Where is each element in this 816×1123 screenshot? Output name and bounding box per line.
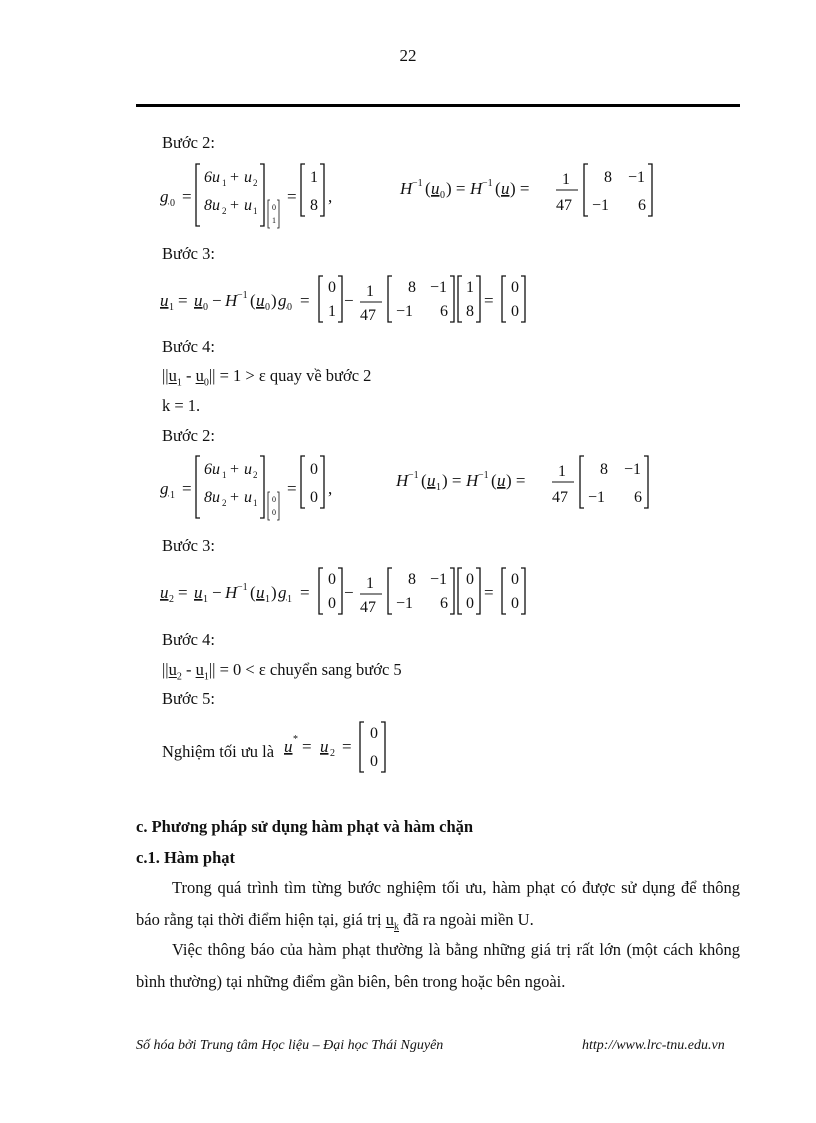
step-label: Bước 3: [162, 536, 215, 555]
check-text: || = 1 > ε quay về bước 2 [208, 366, 372, 385]
svg-text:1: 1 [562, 171, 570, 188]
svg-text:H: H [225, 291, 238, 310]
svg-text:,: , [328, 187, 333, 206]
svg-text:6u: 6u [204, 461, 220, 478]
svg-text:8: 8 [604, 169, 612, 186]
svg-text:2: 2 [222, 206, 227, 216]
equation-g1 [160, 452, 660, 524]
svg-text:8: 8 [466, 303, 474, 320]
svg-text:−1: −1 [592, 197, 610, 214]
svg-text:−1: −1 [237, 582, 248, 593]
footer-link[interactable]: http://www.lrc-tnu.edu.vn [582, 1038, 725, 1053]
svg-text:6: 6 [638, 197, 646, 214]
svg-text:1: 1 [169, 302, 174, 313]
svg-text:0: 0 [328, 571, 336, 588]
svg-text:u: u [160, 583, 169, 602]
step-label: Bước 4: [162, 337, 215, 356]
svg-text:) =: ) = [442, 471, 462, 490]
svg-text:): ) [271, 583, 277, 602]
svg-text:1: 1 [366, 283, 374, 300]
svg-text:−1: −1 [430, 571, 448, 588]
svg-text:u: u [497, 471, 506, 490]
svg-text:u: u [244, 489, 252, 506]
step-label: Bước 3: [162, 244, 215, 263]
page-number: 22 [399, 46, 417, 65]
convergence-check-1: $||u_1 - u_0|| = 1 > \varepsilon$ quay về bước 2 [162, 366, 372, 389]
svg-text:47: 47 [556, 197, 572, 214]
svg-text:8u: 8u [204, 489, 220, 506]
svg-text:=: = [287, 187, 297, 206]
paragraph-2-text: Việc thông báo của hàm phạt thường là bằng những giá trị rất lớn (một cách không bình thường) tại những điểm gần biên, bên trong hoặc bên ngoài. [136, 940, 740, 991]
svg-text:u: u [501, 179, 510, 198]
svg-text:H: H [470, 179, 483, 198]
svg-text:=: = [300, 583, 310, 602]
svg-text:−1: −1 [396, 595, 414, 612]
svg-text:H: H [225, 583, 238, 602]
svg-text:47: 47 [552, 489, 568, 506]
svg-text:1: 1 [366, 575, 374, 592]
svg-text:=: = [302, 737, 312, 756]
svg-text:) =: ) = [510, 179, 530, 198]
svg-text:6: 6 [440, 303, 448, 320]
svg-text:47: 47 [360, 307, 376, 324]
svg-text:−1: −1 [430, 279, 448, 296]
svg-text:47: 47 [360, 599, 376, 616]
svg-text:−1: −1 [396, 303, 414, 320]
svg-text:0: 0 [370, 725, 378, 742]
equation-g0 [160, 160, 660, 232]
svg-text:1: 1 [466, 279, 474, 296]
svg-text:u: u [194, 583, 203, 602]
svg-text:2: 2 [253, 178, 258, 188]
svg-text:6: 6 [634, 489, 642, 506]
svg-text:H: H [400, 179, 413, 198]
svg-text:=: = [484, 291, 494, 310]
svg-text:1: 1 [328, 303, 336, 320]
svg-text:−1: −1 [237, 290, 248, 301]
svg-text:−1: −1 [628, 169, 646, 186]
check-text: || = 0 < ε chuyển sang bước 5 [208, 660, 402, 679]
svg-text:=: = [178, 291, 188, 310]
svg-text:1: 1 [287, 594, 292, 605]
svg-text:u: u [160, 291, 169, 310]
paragraph-1-end: đã ra ngoài miền U. [399, 910, 534, 929]
svg-text:+: + [230, 169, 240, 186]
svg-text:−1: −1 [478, 470, 489, 481]
svg-text:8: 8 [408, 279, 416, 296]
svg-text:0: 0 [370, 753, 378, 770]
svg-text:1: 1 [310, 169, 318, 186]
footer-source: Số hóa bởi Trung tâm Học liệu – Đại học Thái Nguyên [136, 1038, 444, 1053]
svg-text:g: g [278, 583, 287, 602]
svg-text:+: + [230, 489, 240, 506]
svg-text:6u: 6u [204, 169, 220, 186]
svg-text:0: 0 [272, 495, 276, 504]
svg-text:*: * [293, 734, 298, 745]
paragraph-1: Trong quá trình tìm từng bước nghiệm tối ưu, hàm phạt có được sử dụng để thông báo rằng tại thời điểm hiện tại, giá trị $u_k$ đã ra ngoài miền U. [136, 878, 740, 933]
svg-text:0: 0 [466, 595, 474, 612]
svg-text:u: u [431, 179, 440, 198]
svg-text:0: 0 [511, 595, 519, 612]
svg-text:H: H [396, 471, 409, 490]
svg-text:u: u [244, 169, 252, 186]
svg-text:=: = [178, 583, 188, 602]
step-label: Bước 5: [162, 689, 215, 708]
svg-text:0: 0 [310, 461, 318, 478]
svg-text:u: u [320, 737, 329, 756]
svg-text:(: ( [425, 179, 431, 198]
svg-text:−: − [344, 291, 354, 310]
svg-text:0: 0 [272, 203, 276, 212]
svg-text:0: 0 [265, 302, 270, 313]
svg-text:=: = [287, 479, 297, 498]
svg-text:−1: −1 [412, 178, 423, 189]
svg-text:=: = [182, 479, 192, 498]
svg-text:(: ( [250, 291, 256, 310]
svg-text:(: ( [250, 583, 256, 602]
svg-text:1: 1 [253, 498, 258, 508]
optimum-prefix: Nghiệm tối ưu là [162, 742, 275, 761]
section-heading: c. Phương pháp sử dụng hàm phạt và hàm chặn [136, 817, 474, 836]
svg-text:−1: −1 [588, 489, 606, 506]
svg-text:−1: −1 [482, 178, 493, 189]
svg-text:−: − [344, 583, 354, 602]
equation-u2 [160, 564, 560, 620]
svg-text:2: 2 [253, 470, 258, 480]
svg-text:) =: ) = [446, 179, 466, 198]
optimum-label [162, 742, 274, 762]
svg-text:0: 0 [466, 571, 474, 588]
svg-text:+: + [230, 197, 240, 214]
svg-text:0: 0 [328, 279, 336, 296]
svg-text:0: 0 [511, 571, 519, 588]
svg-text:0: 0 [310, 489, 318, 506]
svg-text:−1: −1 [408, 470, 419, 481]
svg-text:8: 8 [408, 571, 416, 588]
iteration-counter: k = 1. [162, 396, 201, 415]
svg-text:1: 1 [222, 178, 227, 188]
svg-text:8: 8 [310, 197, 318, 214]
svg-text:g: g [160, 479, 169, 498]
svg-text:,: , [328, 479, 333, 498]
svg-text:u: u [256, 583, 265, 602]
svg-text:=: = [484, 583, 494, 602]
svg-text:−1: −1 [624, 461, 642, 478]
svg-text:): ) [271, 291, 277, 310]
svg-text:6: 6 [440, 595, 448, 612]
svg-text:0: 0 [511, 279, 519, 296]
svg-text:1: 1 [253, 206, 258, 216]
step-label: Bước 4: [162, 630, 215, 649]
svg-text:u: u [284, 737, 293, 756]
svg-text:2: 2 [330, 748, 335, 759]
svg-text:1: 1 [558, 463, 566, 480]
svg-text:g: g [160, 187, 169, 206]
svg-text:1: 1 [436, 482, 441, 493]
svg-text:u: u [427, 471, 436, 490]
svg-text:u: u [194, 291, 203, 310]
svg-text:0: 0 [203, 302, 208, 313]
equation-u1 [160, 272, 560, 328]
svg-text:=: = [182, 187, 192, 206]
header-divider [136, 104, 740, 107]
svg-text:1: 1 [170, 490, 175, 501]
svg-text:+: + [230, 461, 240, 478]
svg-text:(: ( [421, 471, 427, 490]
convergence-check-2: $||u_2 - u_1|| = 0 < \varepsilon$ chuyển sang bước 5 [162, 660, 402, 683]
svg-text:2: 2 [169, 594, 174, 605]
svg-text:0: 0 [170, 198, 175, 209]
svg-text:1: 1 [272, 216, 276, 225]
equation-optimum [284, 718, 404, 776]
svg-text:1: 1 [265, 594, 270, 605]
svg-text:=: = [342, 737, 352, 756]
paragraph-2 [136, 934, 740, 998]
svg-text:=: = [300, 291, 310, 310]
svg-text:8u: 8u [204, 197, 220, 214]
svg-text:(: ( [491, 471, 497, 490]
step-label: Bước 2: [162, 426, 215, 445]
svg-text:g: g [278, 291, 287, 310]
svg-text:−: − [212, 291, 222, 310]
svg-text:0: 0 [287, 302, 292, 313]
svg-text:−: − [212, 583, 222, 602]
subsection-heading: c.1. Hàm phạt [136, 848, 235, 867]
svg-text:u: u [244, 197, 252, 214]
svg-text:(: ( [495, 179, 501, 198]
svg-text:8: 8 [600, 461, 608, 478]
svg-text:0: 0 [511, 303, 519, 320]
svg-text:u: u [256, 291, 265, 310]
svg-text:0: 0 [328, 595, 336, 612]
step-label: Bước 2: [162, 133, 215, 152]
svg-text:1: 1 [203, 594, 208, 605]
svg-text:H: H [466, 471, 479, 490]
svg-text:u: u [244, 461, 252, 478]
paragraph-1-text: Trong quá trình tìm từng bước nghiệm tối ưu, hàm phạt có được sử dụng để thông báo rằng tại thời điểm hiện tại, giá trị [136, 878, 740, 929]
svg-text:0: 0 [440, 190, 445, 201]
svg-text:1: 1 [222, 470, 227, 480]
svg-text:2: 2 [222, 498, 227, 508]
svg-text:0: 0 [272, 508, 276, 517]
svg-text:) =: ) = [506, 471, 526, 490]
